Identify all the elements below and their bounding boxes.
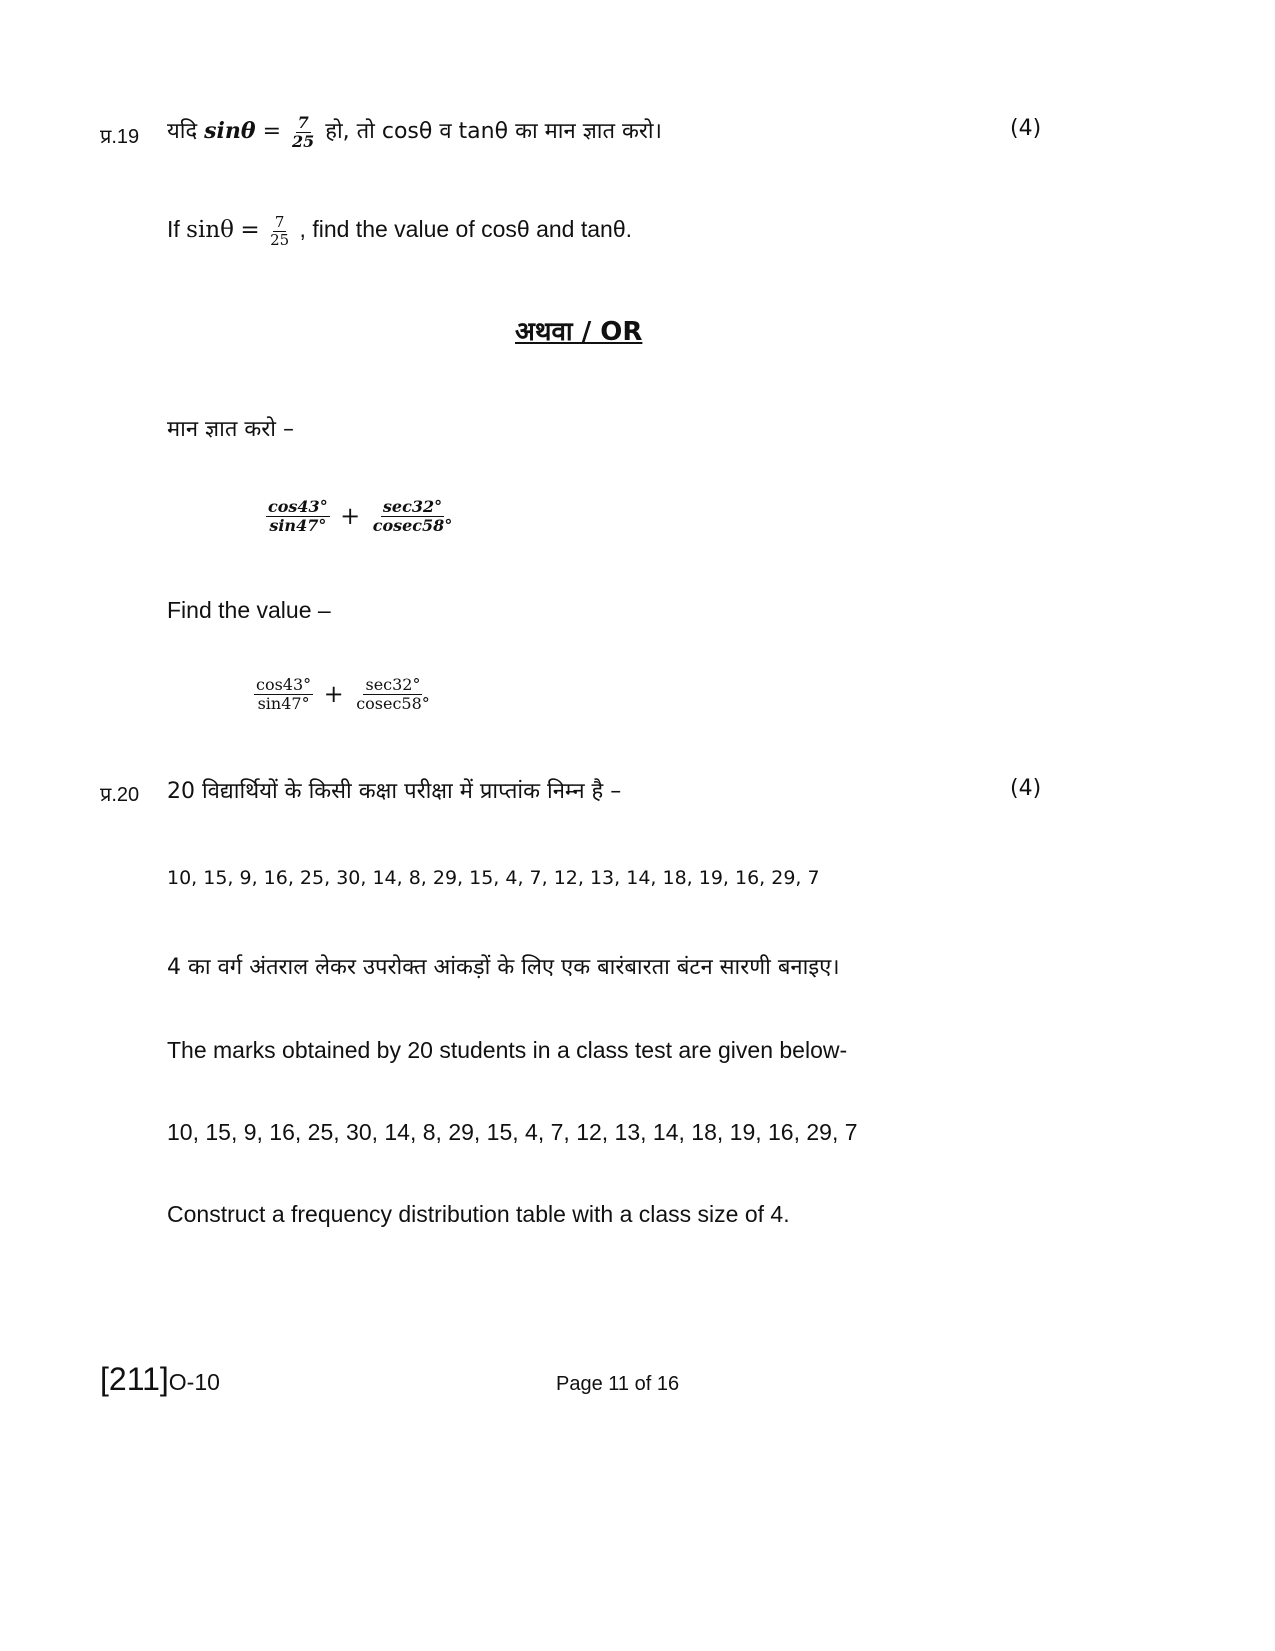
page-number: Page 11 of 16 bbox=[556, 1373, 680, 1395]
fraction-numerator: cos43° bbox=[256, 675, 312, 694]
fraction-denominator: sin47° bbox=[269, 515, 327, 535]
q19-english-expression bbox=[252, 676, 434, 712]
fraction-denominator: 25 bbox=[292, 131, 315, 151]
fraction-numerator: cos43° bbox=[268, 497, 328, 516]
q20-english-statement: The marks obtained by 20 students in a class test are given below- bbox=[167, 1037, 848, 1063]
q19-english-instruction: Find the value – bbox=[167, 597, 331, 623]
question-number-20: प्र.20 bbox=[100, 784, 140, 806]
plus-sign: + bbox=[323, 680, 344, 709]
expression-fraction-2 bbox=[371, 498, 455, 534]
expression-fraction-1 bbox=[254, 676, 313, 712]
expression-fraction-1 bbox=[266, 498, 330, 534]
q20-english-data-values: 10, 15, 9, 16, 25, 30, 14, 8, 29, 15, 4, 7, 12, 13, 14, 18, 19, 16, 29, 7 bbox=[167, 1119, 858, 1145]
paper-code bbox=[100, 1361, 220, 1398]
q19-english-statement: If sinθ = $\frac{7}{25}$ , find the value of cosθ and tanθ. bbox=[167, 213, 633, 249]
question-marks-19: (4) bbox=[1010, 116, 1042, 141]
q19-hindi-suffix: हो, तो cosθ व tanθ का मान ज्ञात करो। bbox=[325, 119, 662, 145]
expression-fraction-2 bbox=[354, 676, 432, 712]
fraction-numerator: sec32° bbox=[382, 497, 443, 516]
q19-hindi-instruction: मान ज्ञात करो – bbox=[167, 417, 294, 442]
q19-english-suffix: , find the value of cosθ and tanθ. bbox=[299, 216, 633, 243]
q19-english-fraction bbox=[268, 214, 291, 248]
fraction-numerator: 7 bbox=[274, 213, 285, 231]
fraction-numerator: 7 bbox=[297, 113, 309, 132]
fraction-denominator: cosec58° bbox=[372, 515, 453, 535]
fraction-denominator: cosec58° bbox=[356, 693, 430, 713]
q20-hindi-task: 4 का वर्ग अंतराल लेकर उपरोक्त आंकड़ों के लिए एक बारंबारता बंटन सारणी बनाइए। bbox=[167, 955, 840, 980]
question-marks-20: (4) bbox=[1010, 776, 1042, 801]
q19-hindi-expression bbox=[264, 498, 456, 534]
plus-sign: + bbox=[340, 502, 361, 531]
q19-hindi-statement: यदि sinθ = $\frac{7}{25}$ हो, तो cosθ व tanθ का मान ज्ञात करो। bbox=[167, 113, 662, 151]
q19-english-prefix: If bbox=[167, 216, 180, 243]
q20-english-task: Construct a frequency distribution table with a class size of 4. bbox=[167, 1201, 790, 1227]
paper-code-suffix: O-10 bbox=[168, 1369, 220, 1395]
q20-hindi-statement: 20 विद्यार्थियों के किसी कक्षा परीक्षा में प्राप्तांक निम्न है – bbox=[167, 779, 622, 804]
q19-english-sin: sinθ bbox=[186, 217, 234, 244]
paper-code-main: [211] bbox=[100, 1361, 169, 1397]
fraction-denominator: 25 bbox=[270, 230, 290, 249]
q19-hindi-sin: sinθ bbox=[204, 118, 256, 145]
q20-hindi-data-values: 10, 15, 9, 16, 25, 30, 14, 8, 29, 15, 4, 7, 12, 13, 14, 18, 19, 16, 29, 7 bbox=[167, 867, 820, 889]
fraction-numerator: sec32° bbox=[365, 675, 421, 694]
question-number-19: प्र.19 bbox=[100, 126, 140, 148]
q19-hindi-prefix: यदि bbox=[167, 119, 198, 145]
q19-hindi-fraction bbox=[290, 114, 316, 150]
fraction-denominator: sin47° bbox=[257, 693, 310, 713]
or-heading: अथवा / OR bbox=[515, 317, 643, 347]
